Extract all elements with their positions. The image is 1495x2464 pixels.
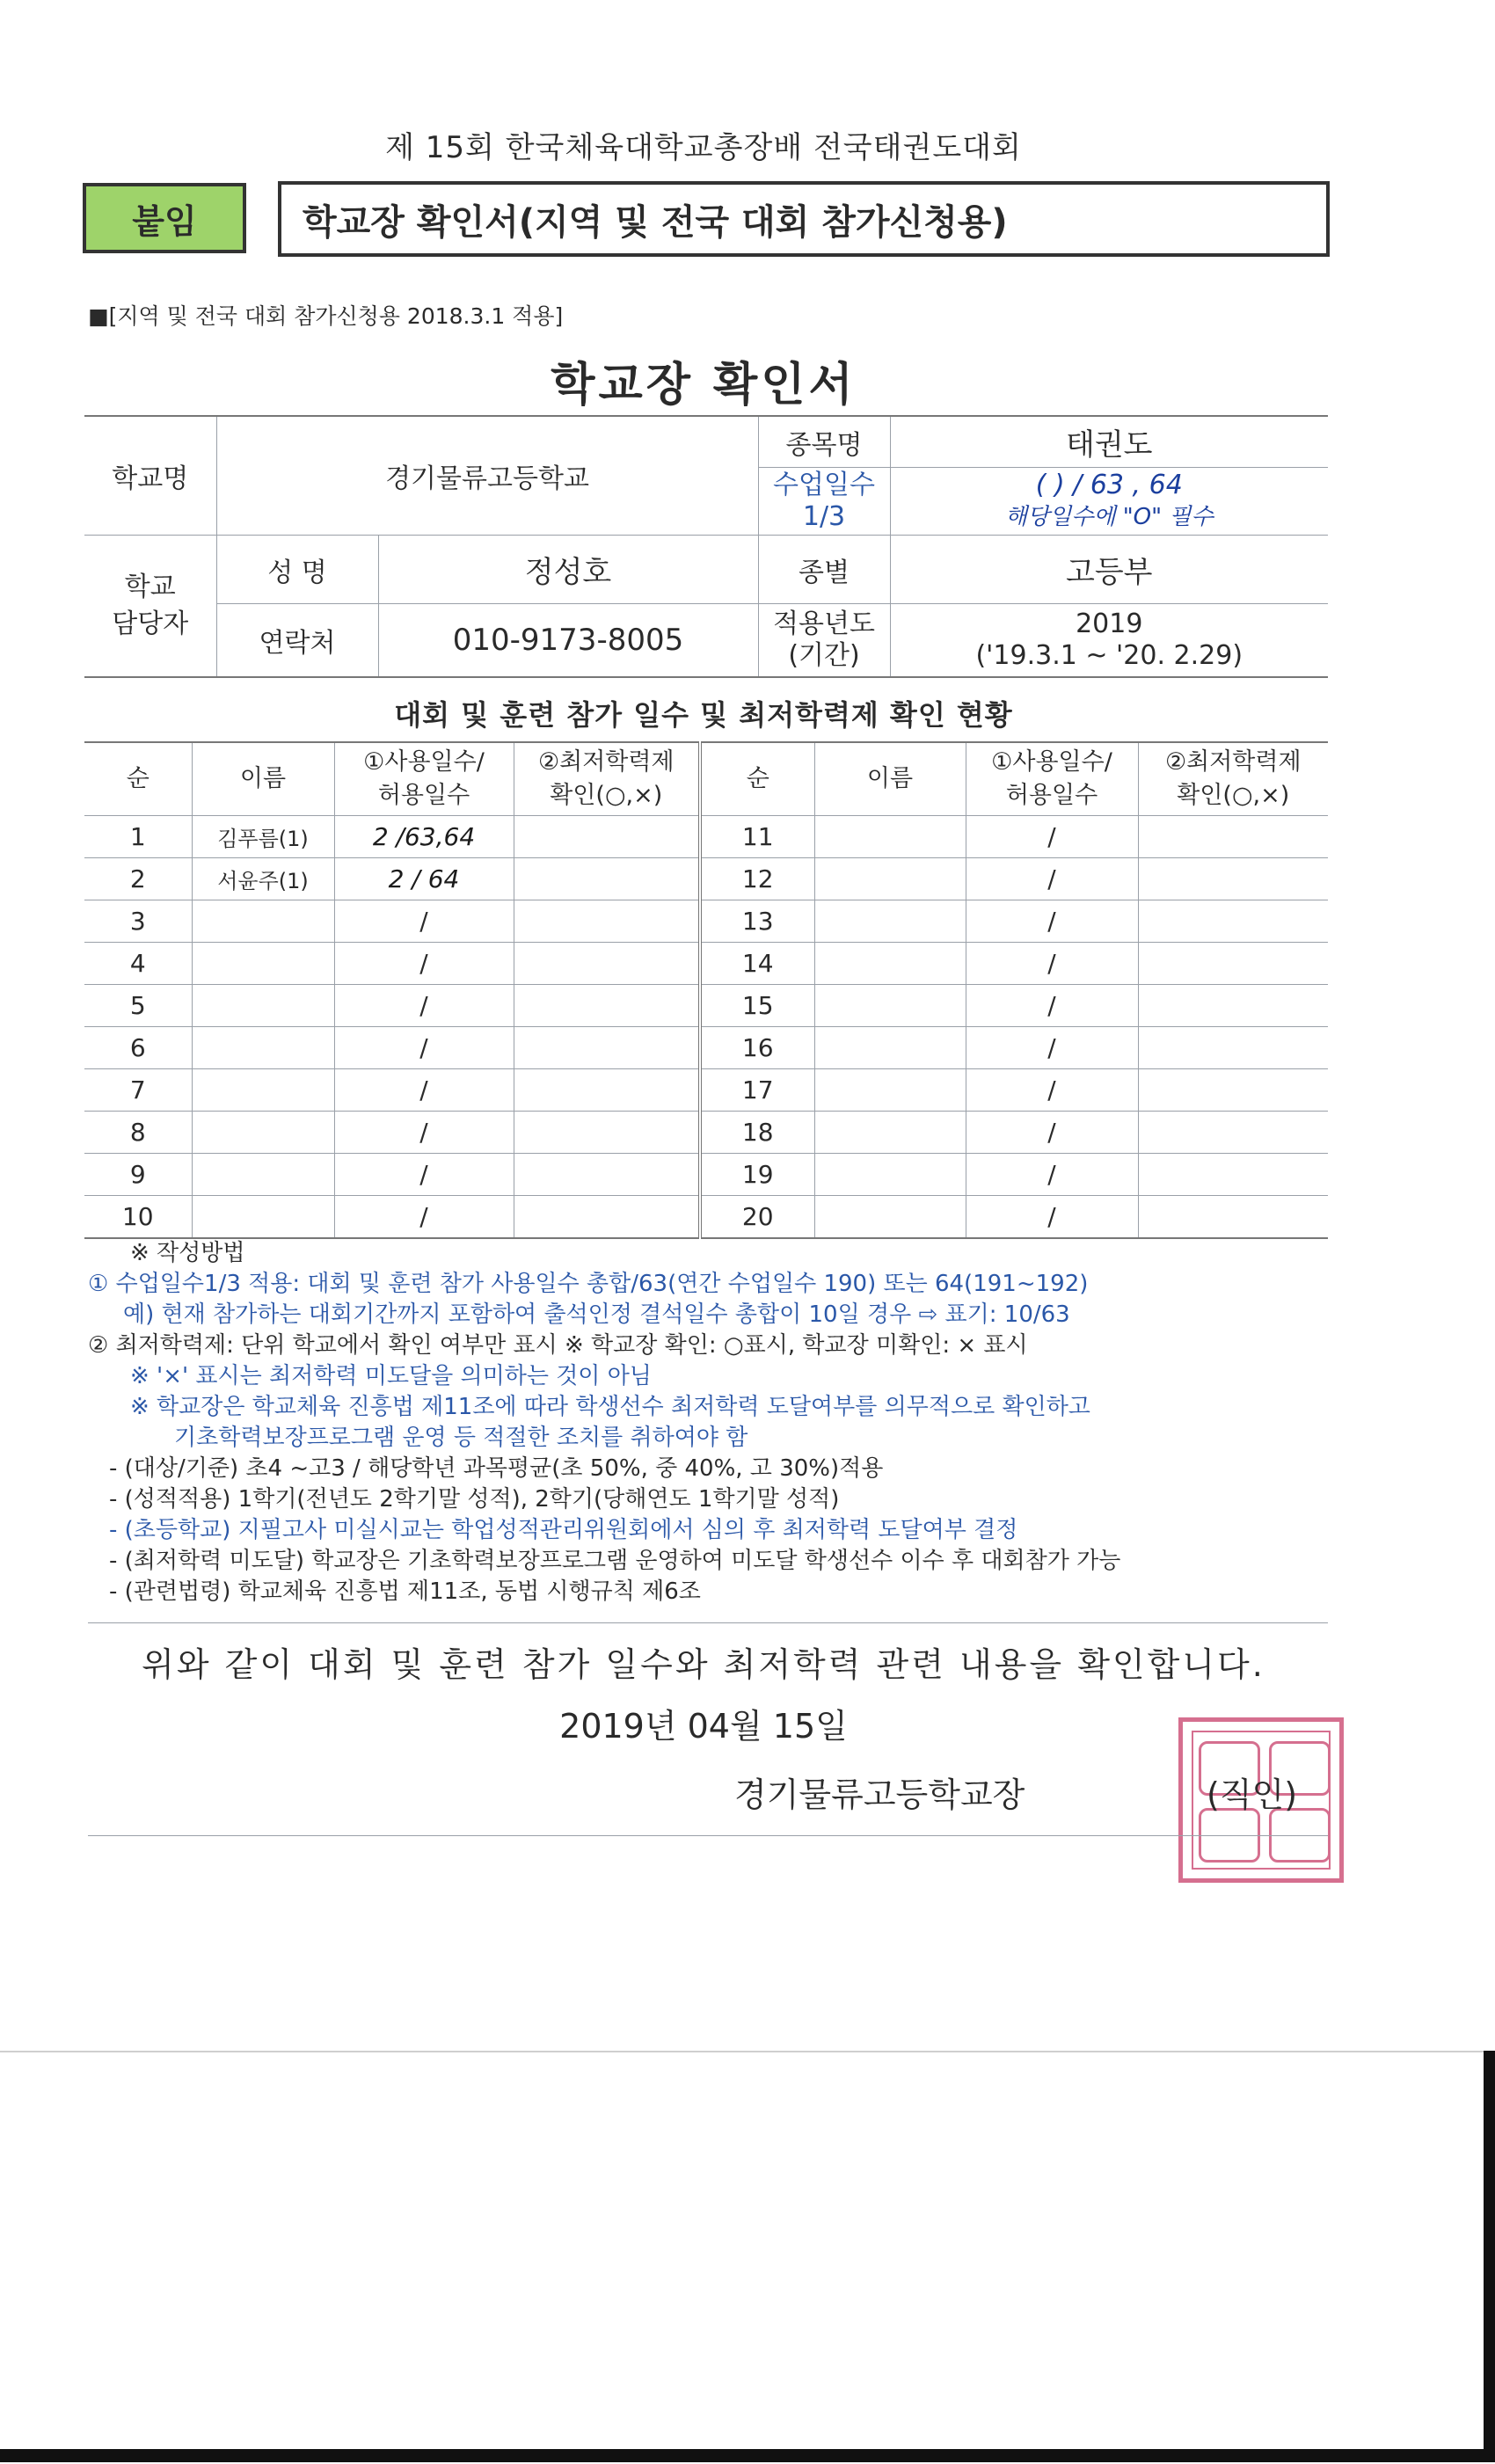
scan-edge bbox=[0, 2449, 1495, 2462]
days-used: / bbox=[334, 900, 514, 943]
days-used: 2 /63,64 bbox=[334, 816, 514, 858]
note-line: 예) 현재 참가하는 대회기간까지 포함하여 출석인정 결석일수 총합이 10일 경우 ⇨ 표기: 10/63 bbox=[123, 1301, 1070, 1328]
row-number: 8 bbox=[84, 1112, 192, 1154]
row-number: 6 bbox=[84, 1027, 192, 1069]
row-number: 3 bbox=[84, 900, 192, 943]
athlete-name bbox=[192, 985, 334, 1027]
school-info-table bbox=[84, 415, 1328, 678]
days-used: / bbox=[334, 1154, 514, 1196]
status-caption: 대회 및 훈련 참가 일수 및 최저학력제 확인 현황 bbox=[394, 698, 1013, 732]
row-number: 2 bbox=[84, 858, 192, 900]
scan-margin bbox=[0, 2051, 1495, 2464]
academic-check bbox=[1138, 943, 1328, 985]
header-check: ②최저학력제 확인(○,×) bbox=[1138, 742, 1328, 816]
academic-check bbox=[514, 1027, 700, 1069]
table-row bbox=[84, 1154, 1328, 1196]
sport-value: 태권도 bbox=[890, 416, 1328, 468]
row-number: 13 bbox=[700, 900, 814, 943]
year-label: 적용년도 (기간) bbox=[758, 604, 890, 678]
row-number: 5 bbox=[84, 985, 192, 1027]
note-line: - (최저학력 미도달) 학교장은 기초학력보장프로그램 운영하여 미도달 학생선수 이수 후 대회참가 가능 bbox=[109, 1548, 1121, 1574]
note-line: - (관련법령) 학교체육 진흥법 제11조, 동법 시행규칙 제6조 bbox=[109, 1578, 701, 1605]
athlete-name bbox=[814, 985, 966, 1027]
row-number: 18 bbox=[700, 1112, 814, 1154]
academic-check bbox=[1138, 1154, 1328, 1196]
row-number: 19 bbox=[700, 1154, 814, 1196]
athlete-name: 서윤주(1) bbox=[192, 858, 334, 900]
days-used: / bbox=[966, 1069, 1138, 1112]
row-number: 12 bbox=[700, 858, 814, 900]
row-number: 11 bbox=[700, 816, 814, 858]
days-used: / bbox=[966, 985, 1138, 1027]
table-row bbox=[84, 858, 1328, 900]
days-used: / bbox=[334, 1196, 514, 1239]
note-line: ② 최저학력제: 단위 학교에서 확인 여부만 표시 ※ 학교장 확인: ○표시, 학교장 미확인: × 표시 bbox=[88, 1332, 1028, 1359]
academic-check bbox=[514, 985, 700, 1027]
athlete-name bbox=[192, 943, 334, 985]
row-number: 20 bbox=[700, 1196, 814, 1239]
writing-instructions bbox=[88, 1238, 1337, 1607]
row-number: 17 bbox=[700, 1069, 814, 1112]
academic-check bbox=[1138, 1069, 1328, 1112]
header-check: ②최저학력제 확인(○,×) bbox=[514, 742, 700, 816]
row-number: 15 bbox=[700, 985, 814, 1027]
row-number: 14 bbox=[700, 943, 814, 985]
days-used: / bbox=[334, 1112, 514, 1154]
academic-check bbox=[514, 858, 700, 900]
division-value: 고등부 bbox=[890, 536, 1328, 604]
academic-check bbox=[1138, 816, 1328, 858]
divider-line bbox=[88, 1622, 1328, 1623]
table-row bbox=[84, 1069, 1328, 1112]
academic-check bbox=[1138, 858, 1328, 900]
attachment-badge: 붙임 bbox=[83, 183, 246, 253]
days-used: / bbox=[966, 943, 1138, 985]
form-title: 학교장 확인서(지역 및 전국 대회 참가신청용) bbox=[278, 181, 1330, 257]
note-line: - (성적적용) 1학기(전년도 2학기말 성적), 2학기(당해연도 1학기말 성적) bbox=[109, 1486, 840, 1513]
days-used: / bbox=[334, 1069, 514, 1112]
name-label: 성 명 bbox=[216, 536, 378, 604]
contact-label: 연락처 bbox=[216, 604, 378, 678]
days-used: 2 / 64 bbox=[334, 858, 514, 900]
athlete-name bbox=[814, 1154, 966, 1196]
athlete-name bbox=[192, 900, 334, 943]
academic-check bbox=[1138, 1112, 1328, 1154]
row-number: 7 bbox=[84, 1069, 192, 1112]
table-row bbox=[84, 985, 1328, 1027]
athlete-name bbox=[814, 900, 966, 943]
division-label: 종별 bbox=[758, 536, 890, 604]
academic-check bbox=[514, 900, 700, 943]
academic-check bbox=[514, 1112, 700, 1154]
school-days-value: ( ) / 63 , 64 해당일수에 "O" 필수 bbox=[890, 468, 1328, 536]
participation-status-table bbox=[84, 741, 1328, 1239]
days-used: / bbox=[966, 900, 1138, 943]
row-number: 16 bbox=[700, 1027, 814, 1069]
table-row bbox=[84, 900, 1328, 943]
athlete-name bbox=[814, 943, 966, 985]
note-line: ※ '×' 표시는 최저학력 미도달을 의미하는 것이 아님 bbox=[130, 1363, 652, 1389]
days-used: / bbox=[334, 943, 514, 985]
note-line: - (대상/기준) 초4 ~고3 / 해당학년 과목평균(초 50%, 중 40%, 고 30%)적용 bbox=[109, 1455, 884, 1482]
academic-check bbox=[1138, 985, 1328, 1027]
sport-label: 종목명 bbox=[758, 416, 890, 468]
days-used: / bbox=[334, 1027, 514, 1069]
row-number: 10 bbox=[84, 1196, 192, 1239]
school-name: 경기물류고등학교 bbox=[216, 416, 758, 536]
athlete-name bbox=[192, 1112, 334, 1154]
athlete-name bbox=[192, 1196, 334, 1239]
manager-label: 학교 담당자 bbox=[84, 536, 216, 678]
note-line: - (초등학교) 지필고사 미실시교는 학업성적관리위원회에서 심의 후 최저학력 도달여부 결정 bbox=[109, 1517, 1018, 1543]
athlete-name bbox=[814, 858, 966, 900]
academic-check bbox=[514, 1196, 700, 1239]
name-value: 정성호 bbox=[378, 536, 758, 604]
academic-check bbox=[514, 816, 700, 858]
issue-date: 2019년 04월 15일 bbox=[559, 1707, 848, 1746]
days-used: / bbox=[966, 1154, 1138, 1196]
athlete-name bbox=[814, 1069, 966, 1112]
row-number: 4 bbox=[84, 943, 192, 985]
academic-check bbox=[1138, 900, 1328, 943]
year-value: 2019 ('19.3.1 ~ '20. 2.29) bbox=[890, 604, 1328, 678]
school-days-label: 수업일수 1/3 bbox=[758, 468, 890, 536]
athlete-name bbox=[814, 1112, 966, 1154]
academic-check bbox=[514, 1154, 700, 1196]
days-used: / bbox=[966, 1196, 1138, 1239]
event-title: 제 15회 한국체육대학교총장배 전국태권도대회 bbox=[385, 130, 1022, 165]
academic-check bbox=[1138, 1196, 1328, 1239]
apply-note: ■[지역 및 전국 대회 참가신청용 2018.3.1 적용] bbox=[88, 303, 564, 329]
academic-check bbox=[514, 943, 700, 985]
days-used: / bbox=[966, 1112, 1138, 1154]
header-days: ①사용일수/ 허용일수 bbox=[334, 742, 514, 816]
athlete-name bbox=[814, 1027, 966, 1069]
header-name: 이름 bbox=[192, 742, 334, 816]
header-days: ①사용일수/ 허용일수 bbox=[966, 742, 1138, 816]
athlete-name: 김푸름(1) bbox=[192, 816, 334, 858]
document-title: 학교장 확인서 bbox=[551, 359, 857, 412]
scan-edge bbox=[1484, 2051, 1495, 2462]
note-line: ① 수업일수1/3 적용: 대회 및 훈련 참가 사용일수 총합/63(연간 수업일수 190) 또는 64(191~192) bbox=[88, 1271, 1089, 1297]
days-used: / bbox=[334, 985, 514, 1027]
athlete-name bbox=[814, 1196, 966, 1239]
row-number: 1 bbox=[84, 816, 192, 858]
principal-name: 경기물류고등학교장 bbox=[734, 1775, 1025, 1814]
header-name: 이름 bbox=[814, 742, 966, 816]
academic-check bbox=[514, 1069, 700, 1112]
header-no: 순 bbox=[84, 742, 192, 816]
table-row bbox=[84, 816, 1328, 858]
divider-line bbox=[88, 1835, 1328, 1836]
table-row bbox=[84, 943, 1328, 985]
header-no: 순 bbox=[700, 742, 814, 816]
academic-check bbox=[1138, 1027, 1328, 1069]
table-row bbox=[84, 1196, 1328, 1239]
athlete-name bbox=[814, 816, 966, 858]
notes-title: ※ 작성방법 bbox=[130, 1240, 245, 1266]
athlete-name bbox=[192, 1069, 334, 1112]
athlete-name bbox=[192, 1027, 334, 1069]
days-used: / bbox=[966, 816, 1138, 858]
contact-value: 010-9173-8005 bbox=[378, 604, 758, 678]
days-used: / bbox=[966, 858, 1138, 900]
row-number: 9 bbox=[84, 1154, 192, 1196]
note-line: ※ 학교장은 학교체육 진흥법 제11조에 따라 학생선수 최저학력 도달여부를 의무적으로 확인하고 bbox=[130, 1394, 1090, 1420]
confirmation-statement: 위와 같이 대회 및 훈련 참가 일수와 최저학력 관련 내용을 확인합니다. bbox=[142, 1645, 1265, 1684]
days-used: / bbox=[966, 1027, 1138, 1069]
table-row bbox=[84, 1112, 1328, 1154]
seal-label: (직인) bbox=[1207, 1775, 1298, 1814]
athlete-name bbox=[192, 1154, 334, 1196]
school-label: 학교명 bbox=[84, 416, 216, 536]
table-row bbox=[84, 1027, 1328, 1069]
note-line: 기초학력보장프로그램 운영 등 적절한 조치를 취하여야 함 bbox=[174, 1425, 748, 1451]
